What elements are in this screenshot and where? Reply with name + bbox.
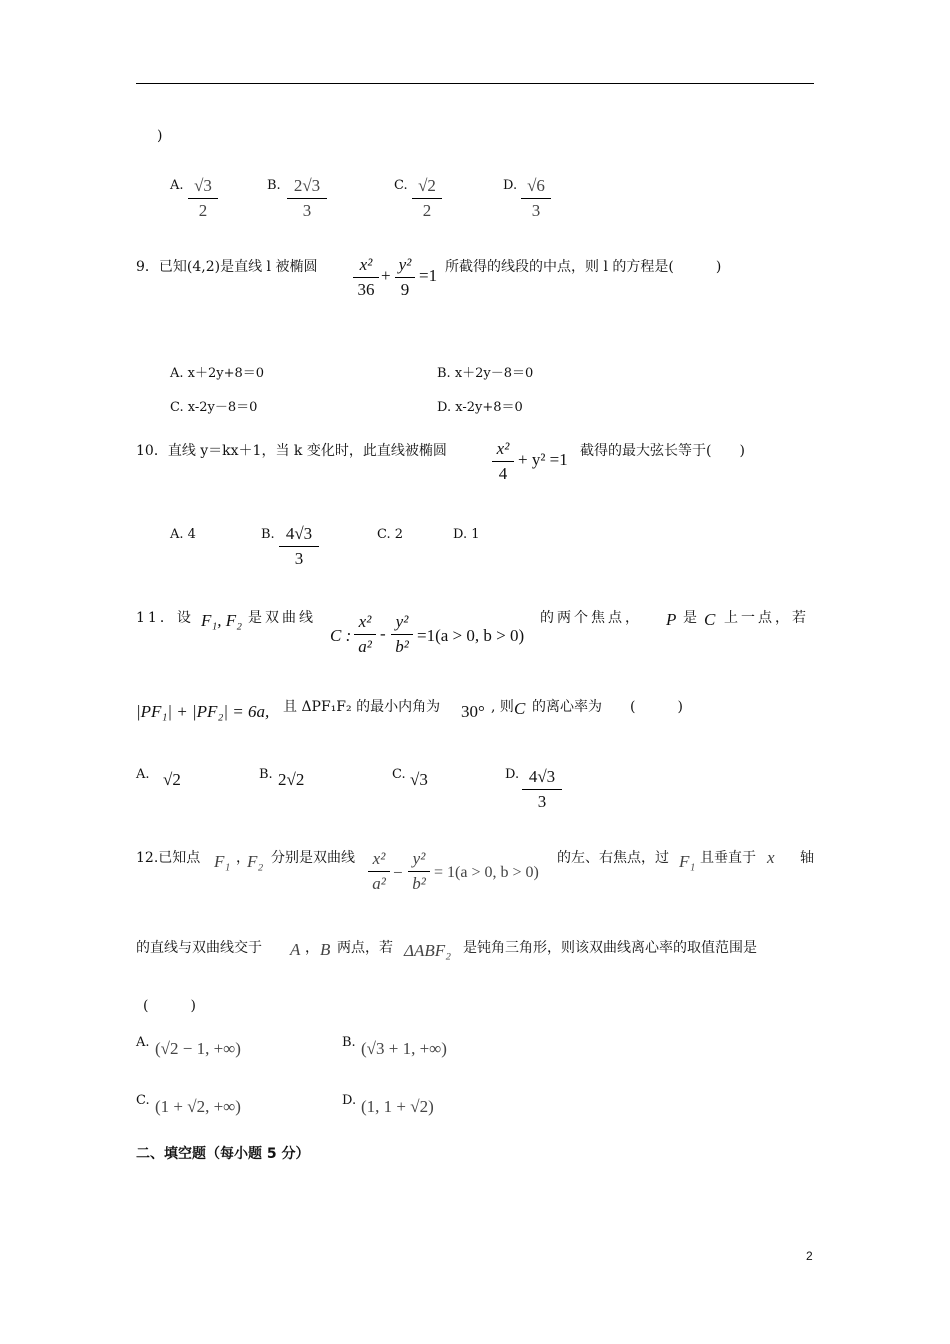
q11-option-d-label: D. bbox=[505, 767, 520, 782]
q8-option-b-label: B. bbox=[267, 178, 281, 193]
q9-option-b: B. x＋2y－8＝0 bbox=[437, 366, 534, 381]
q10-stem-pre: 10．直线 y＝kx＋1，当 k 变化时，此直线被椭圆 bbox=[136, 443, 447, 459]
q11-option-d-fraction: 4√3 3 bbox=[522, 767, 562, 812]
q12-stem-line2c: 两点，若 bbox=[337, 940, 393, 956]
q10-option-b-fraction: 4√3 3 bbox=[279, 524, 319, 569]
q8-option-a-fraction bbox=[188, 176, 218, 221]
q12-stem-mid3: 且垂直于 bbox=[700, 850, 756, 866]
q9-option-a: A. x＋2y+8＝0 bbox=[170, 366, 265, 381]
q11-condition-line2: |PF₁| + |PF₂| = 6a, bbox=[136, 702, 270, 721]
q8-option-c-label: C. bbox=[394, 178, 408, 193]
q12-option-b-label: B. bbox=[342, 1035, 356, 1050]
q8-option-b-num: 2√3 bbox=[293, 176, 321, 195]
q11-stem-line2-mid: 且 ΔPF₁F₂ 的最小内角为 bbox=[283, 699, 441, 715]
q11-option-b-value: 2√2 bbox=[278, 770, 305, 789]
q12-condition: = 1(a > 0, b > 0) bbox=[434, 864, 539, 881]
q11-option-b-label: B. bbox=[259, 767, 273, 782]
q11-c2: C bbox=[704, 610, 716, 629]
q11-c-label: C : bbox=[330, 626, 352, 645]
q12-minus: − bbox=[393, 863, 403, 882]
q12-f1b: F₁ bbox=[679, 852, 696, 871]
q11-stem-mid2: 的两个焦点， bbox=[540, 610, 642, 626]
q12-x: x bbox=[767, 848, 775, 867]
q10-option-c: C. 2 bbox=[377, 527, 404, 542]
q8-option-a-label: A. bbox=[170, 178, 184, 193]
q11-c3: C bbox=[514, 699, 526, 718]
q12-point-b: B bbox=[320, 940, 331, 959]
q9-option-c: C. x-2y－8＝0 bbox=[170, 400, 258, 415]
q12-paren: ( ) bbox=[143, 998, 196, 1014]
q10-option-a: A. 4 bbox=[170, 527, 196, 542]
q9-stem-post: 所截得的线段的中点，则 l 的方程是( ) bbox=[445, 259, 722, 275]
q11-stem-mid4: 上一点，若 bbox=[724, 610, 809, 626]
q11-option-c-value: √3 bbox=[410, 770, 428, 789]
q12-option-c-value: (1 + √2, +∞) bbox=[155, 1097, 241, 1116]
q12-point-a: A bbox=[290, 940, 301, 959]
q11-minus: - bbox=[380, 624, 386, 643]
q8-option-a-den: 2 bbox=[198, 201, 208, 220]
q12-stem-mid2: 的左、右焦点，过 bbox=[557, 850, 669, 866]
q11-foci: F₁, F₂ bbox=[201, 611, 243, 630]
q8-tail: ) bbox=[157, 128, 163, 144]
q11-stem-line2-mid2: , 则 bbox=[491, 699, 514, 715]
q12-stem-pre: 12.已知点 bbox=[136, 850, 201, 866]
q11-option-a-label: A. bbox=[136, 767, 150, 782]
q12-f2: F₂ bbox=[247, 852, 264, 871]
q12-option-d-label: D. bbox=[342, 1093, 357, 1108]
q8-option-d-fraction bbox=[521, 176, 551, 221]
q12-triangle: ΔABF₂ bbox=[404, 941, 452, 960]
q12-stem-line2b: ， bbox=[305, 940, 319, 956]
q12-sep: ， bbox=[236, 850, 250, 866]
q9-eq: =1 bbox=[419, 266, 438, 285]
q11-option-a-value: √2 bbox=[163, 770, 181, 789]
q12-stem-line2a: 的直线与双曲线交于 bbox=[136, 940, 262, 956]
q12-fraction-y: y² b² bbox=[408, 849, 430, 894]
q10-fraction-x: x² 4 bbox=[492, 439, 514, 484]
q12-option-d-value: (1, 1 + √2) bbox=[361, 1097, 434, 1116]
q9-option-d: D. x-2y+8＝0 bbox=[437, 400, 523, 415]
q12-stem-mid1: 分别是双曲线 bbox=[271, 850, 355, 866]
q11-condition: =1(a > 0, b > 0) bbox=[417, 626, 525, 645]
q9-fraction-x: x² 36 bbox=[353, 255, 379, 300]
q12-stem-mid4: 轴 bbox=[800, 850, 814, 866]
q10-option-d: D. 1 bbox=[453, 527, 480, 542]
page-number: 2 bbox=[806, 1249, 813, 1263]
q10-option-b-label: B. bbox=[261, 527, 275, 542]
q8-option-d-den: 3 bbox=[531, 201, 541, 220]
q8-option-c-den: 2 bbox=[422, 201, 432, 220]
q11-angle: 30° bbox=[461, 702, 485, 721]
q11-stem-mid3: 是 bbox=[683, 610, 697, 626]
q9-stem-pre: 9．已知(4,2)是直线 l 被椭圆 bbox=[136, 259, 318, 275]
q11-option-c-label: C. bbox=[392, 767, 406, 782]
q12-f1: F₁ bbox=[214, 852, 231, 871]
section-heading-fill-in: 二、填空题（每小题 5 分） bbox=[136, 1146, 310, 1162]
q11-stem-mid1: 是双曲线 bbox=[248, 610, 316, 626]
q11-stem-line2-post: 的离心率为 ( ) bbox=[532, 699, 683, 715]
q11-fraction-x: x² a² bbox=[354, 612, 376, 657]
q9-plus: + bbox=[381, 266, 391, 285]
q10-expression: + y² =1 bbox=[518, 450, 568, 469]
q12-stem-line2d: 是钝角三角形，则该双曲线离心率的取值范围是 bbox=[463, 940, 757, 956]
q8-option-d-num: √6 bbox=[527, 176, 545, 195]
q12-option-b-value: (√3 + 1, +∞) bbox=[361, 1039, 447, 1058]
q8-option-b-fraction bbox=[287, 176, 327, 221]
q12-option-a-value: (√2 − 1, +∞) bbox=[155, 1039, 241, 1058]
q8-option-a-num: √3 bbox=[194, 176, 212, 195]
q8-option-d-label: D. bbox=[503, 178, 518, 193]
q11-fraction-y: y² b² bbox=[391, 612, 413, 657]
q12-fraction-x: x² a² bbox=[368, 849, 390, 894]
header-rule bbox=[136, 83, 814, 84]
q11-stem-pre: 11．设 bbox=[136, 610, 194, 626]
q12-option-a-label: A. bbox=[136, 1035, 150, 1050]
q12-option-c-label: C. bbox=[136, 1093, 150, 1108]
q8-option-c-fraction bbox=[412, 176, 442, 221]
q9-fraction-y: y² 9 bbox=[395, 255, 415, 300]
q11-p: P bbox=[666, 610, 677, 629]
q8-option-b-den: 3 bbox=[302, 201, 312, 220]
q10-stem-post: 截得的最大弦长等于( ) bbox=[580, 443, 745, 459]
q8-option-c-num: √2 bbox=[418, 176, 436, 195]
